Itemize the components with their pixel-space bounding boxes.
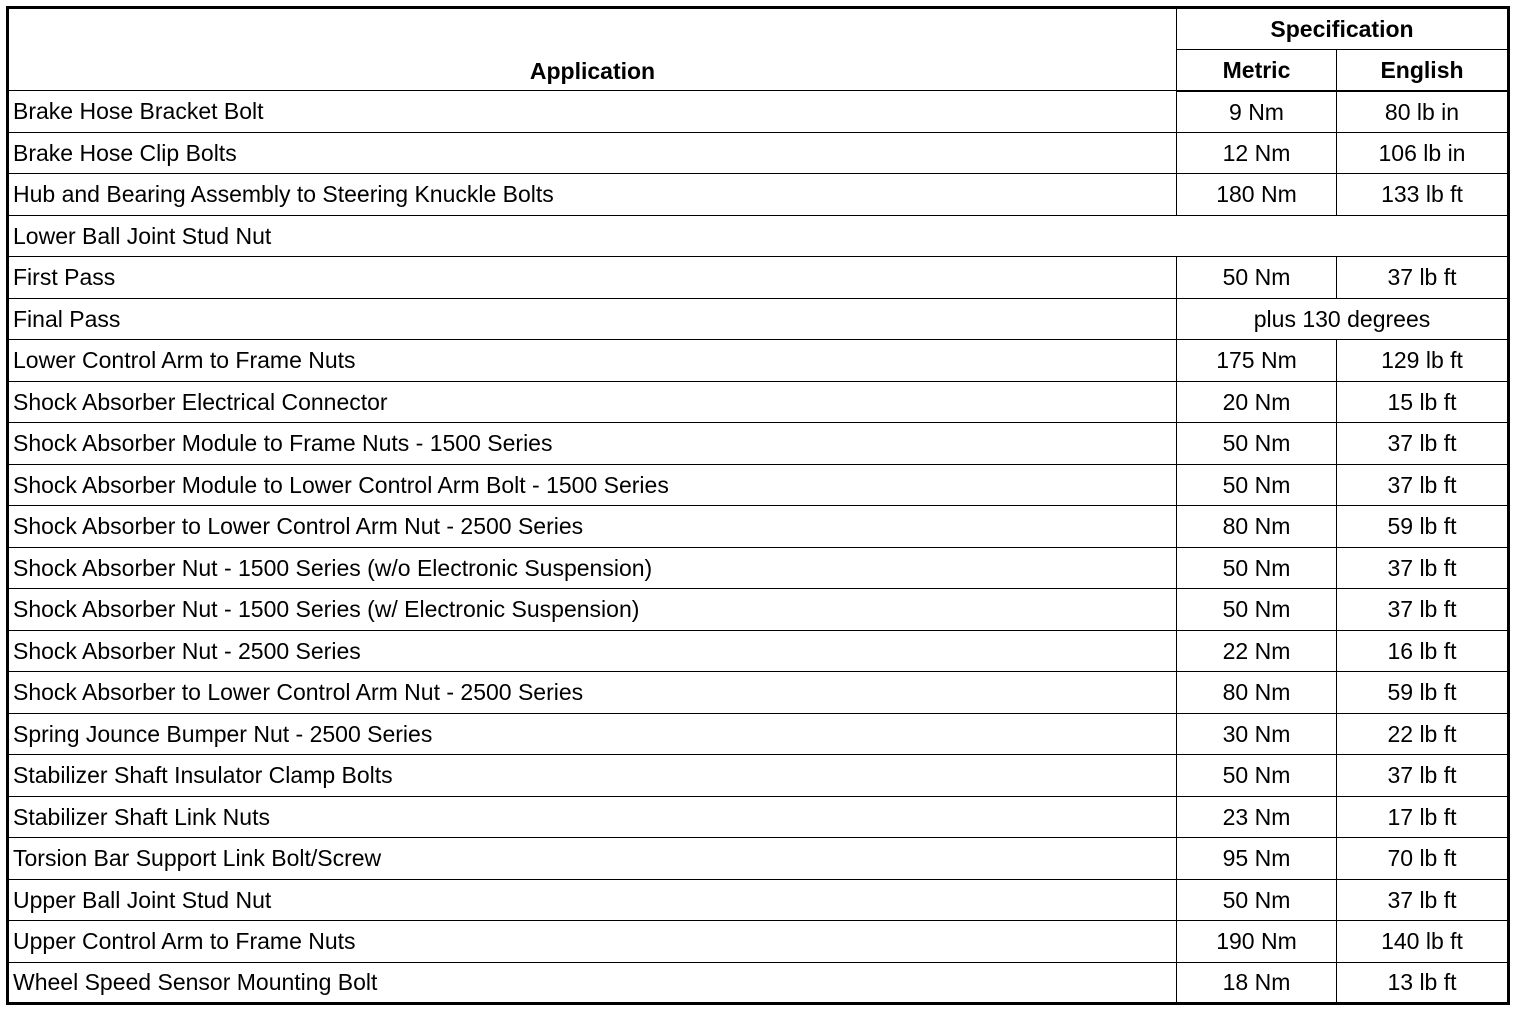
metric-cell: 12 Nm xyxy=(1177,132,1337,174)
table-row xyxy=(8,423,1509,465)
metric-cell: 20 Nm xyxy=(1177,381,1337,423)
table-row xyxy=(8,713,1509,755)
english-cell: 59 lb ft xyxy=(1337,672,1509,714)
english-cell: 22 lb ft xyxy=(1337,713,1509,755)
metric-cell: 175 Nm xyxy=(1177,340,1337,382)
metric-cell: 50 Nm xyxy=(1177,423,1337,465)
application-cell: Brake Hose Bracket Bolt xyxy=(8,91,1177,133)
english-cell: 15 lb ft xyxy=(1337,381,1509,423)
application-cell: Lower Control Arm to Frame Nuts xyxy=(8,340,1177,382)
application-cell: Stabilizer Shaft Insulator Clamp Bolts xyxy=(8,755,1177,797)
english-cell: 106 lb in xyxy=(1337,132,1509,174)
english-cell: 80 lb in xyxy=(1337,91,1509,133)
table-row xyxy=(8,215,1509,257)
metric-cell: 80 Nm xyxy=(1177,506,1337,548)
application-cell: Brake Hose Clip Bolts xyxy=(8,132,1177,174)
application-cell: Upper Ball Joint Stud Nut xyxy=(8,879,1177,921)
metric-cell: 95 Nm xyxy=(1177,838,1337,880)
application-cell: Torsion Bar Support Link Bolt/Screw xyxy=(8,838,1177,880)
metric-cell: 30 Nm xyxy=(1177,713,1337,755)
table-row xyxy=(8,91,1509,133)
application-cell: Wheel Speed Sensor Mounting Bolt xyxy=(8,962,1177,1004)
english-column-header: English xyxy=(1337,49,1509,91)
table-row xyxy=(8,962,1509,1004)
spec-table-container xyxy=(6,6,1510,1005)
table-header xyxy=(8,8,1509,91)
table-row xyxy=(8,547,1509,589)
application-cell: Shock Absorber to Lower Control Arm Nut - 2500 Series xyxy=(8,506,1177,548)
english-cell: 129 lb ft xyxy=(1337,340,1509,382)
metric-cell: 50 Nm xyxy=(1177,464,1337,506)
metric-cell: 50 Nm xyxy=(1177,257,1337,299)
table-row xyxy=(8,589,1509,631)
table-row xyxy=(8,381,1509,423)
application-cell: Shock Absorber Module to Frame Nuts - 1500 Series xyxy=(8,423,1177,465)
metric-cell: 80 Nm xyxy=(1177,672,1337,714)
table-row xyxy=(8,257,1509,299)
table-row xyxy=(8,879,1509,921)
english-cell: 16 lb ft xyxy=(1337,630,1509,672)
specification-cell: plus 130 degrees xyxy=(1177,298,1509,340)
application-cell: Shock Absorber Electrical Connector xyxy=(8,381,1177,423)
application-cell: Lower Ball Joint Stud Nut xyxy=(8,215,1509,257)
table-body xyxy=(8,91,1509,1004)
english-cell: 37 lb ft xyxy=(1337,423,1509,465)
application-cell: Shock Absorber Module to Lower Control Arm Bolt - 1500 Series xyxy=(8,464,1177,506)
table-row xyxy=(8,464,1509,506)
table-row xyxy=(8,340,1509,382)
table-row xyxy=(8,132,1509,174)
header-row-top xyxy=(8,8,1509,50)
metric-cell: 50 Nm xyxy=(1177,547,1337,589)
metric-column-header: Metric xyxy=(1177,49,1337,91)
table-row xyxy=(8,298,1509,340)
english-cell: 140 lb ft xyxy=(1337,921,1509,963)
metric-cell: 180 Nm xyxy=(1177,174,1337,216)
application-cell: Hub and Bearing Assembly to Steering Knuckle Bolts xyxy=(8,174,1177,216)
metric-cell: 23 Nm xyxy=(1177,796,1337,838)
metric-cell: 9 Nm xyxy=(1177,91,1337,133)
application-cell: Shock Absorber Nut - 1500 Series (w/ Electronic Suspension) xyxy=(8,589,1177,631)
application-cell: Shock Absorber to Lower Control Arm Nut - 2500 Series xyxy=(8,672,1177,714)
metric-cell: 50 Nm xyxy=(1177,755,1337,797)
english-cell: 13 lb ft xyxy=(1337,962,1509,1004)
table-row xyxy=(8,921,1509,963)
english-cell: 37 lb ft xyxy=(1337,464,1509,506)
torque-spec-table xyxy=(6,6,1510,1005)
english-cell: 37 lb ft xyxy=(1337,589,1509,631)
metric-cell: 50 Nm xyxy=(1177,589,1337,631)
table-row xyxy=(8,755,1509,797)
metric-cell: 18 Nm xyxy=(1177,962,1337,1004)
english-cell: 70 lb ft xyxy=(1337,838,1509,880)
english-cell: 59 lb ft xyxy=(1337,506,1509,548)
english-cell: 37 lb ft xyxy=(1337,755,1509,797)
application-cell: Shock Absorber Nut - 1500 Series (w/o Electronic Suspension) xyxy=(8,547,1177,589)
application-cell: Upper Control Arm to Frame Nuts xyxy=(8,921,1177,963)
metric-cell: 50 Nm xyxy=(1177,879,1337,921)
english-cell: 37 lb ft xyxy=(1337,879,1509,921)
table-row xyxy=(8,672,1509,714)
table-row xyxy=(8,630,1509,672)
table-row xyxy=(8,174,1509,216)
application-cell: Shock Absorber Nut - 2500 Series xyxy=(8,630,1177,672)
table-row xyxy=(8,838,1509,880)
application-cell: First Pass xyxy=(8,257,1177,299)
english-cell: 37 lb ft xyxy=(1337,547,1509,589)
application-cell: Final Pass xyxy=(8,298,1177,340)
english-cell: 17 lb ft xyxy=(1337,796,1509,838)
specification-column-header: Specification xyxy=(1177,8,1509,50)
english-cell: 133 lb ft xyxy=(1337,174,1509,216)
metric-cell: 190 Nm xyxy=(1177,921,1337,963)
application-cell: Spring Jounce Bumper Nut - 2500 Series xyxy=(8,713,1177,755)
application-column-header: Application xyxy=(8,8,1177,91)
table-row xyxy=(8,796,1509,838)
metric-cell: 22 Nm xyxy=(1177,630,1337,672)
application-cell: Stabilizer Shaft Link Nuts xyxy=(8,796,1177,838)
table-row xyxy=(8,506,1509,548)
english-cell: 37 lb ft xyxy=(1337,257,1509,299)
